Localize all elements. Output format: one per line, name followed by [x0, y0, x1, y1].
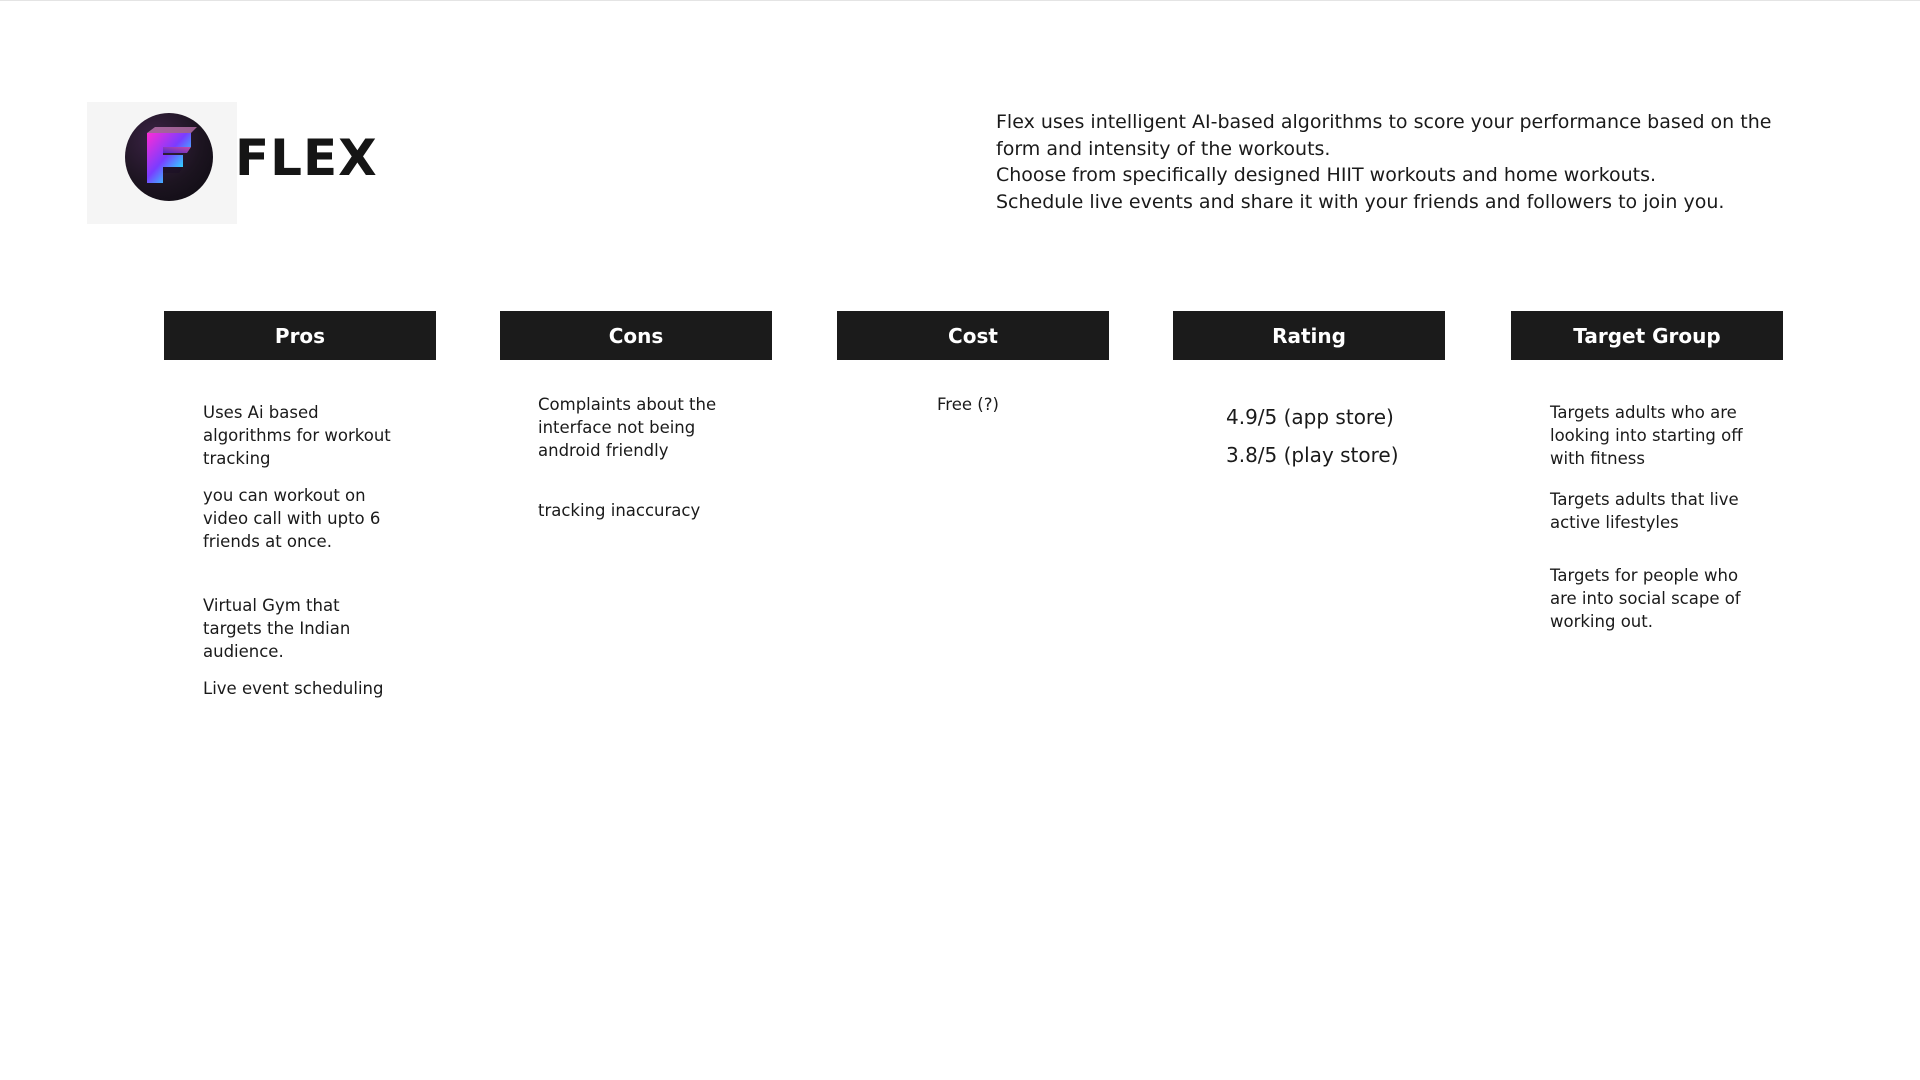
brand-name: FLEX: [235, 129, 378, 187]
pros-column: [164, 311, 436, 698]
pros-header: Pros: [164, 311, 436, 360]
rating-item: 3.8/5 (play store): [1226, 443, 1399, 467]
description-line: Choose from specifically designed HIIT workouts and home workouts.: [996, 164, 1657, 186]
target-group-item: Targets for people who are into social scape of working out.: [1550, 566, 1741, 631]
cons-header: Cons: [500, 311, 772, 360]
rating-header: Rating: [1173, 311, 1445, 360]
target-group-column: [1511, 311, 1783, 631]
target-group-header: Target Group: [1511, 311, 1783, 360]
cons-item: tracking inaccuracy: [538, 501, 701, 520]
cost-item: Free (?): [937, 395, 999, 414]
app-description: [996, 109, 1796, 215]
description-line: Schedule live events and share it with your friends and followers to join you.: [996, 190, 1725, 213]
rating-item: 4.9/5 (app store): [1226, 405, 1394, 429]
flex-f-logo-icon: [125, 113, 213, 201]
cost-column: [837, 311, 1109, 414]
description-line: Flex uses intelligent AI-based algorithms to score your performance based on the form and intensity of the workouts.: [996, 111, 1772, 160]
cons-item: Complaints about the interface not being android friendly: [538, 395, 717, 460]
rating-column: [1173, 311, 1445, 467]
pros-item: Live event scheduling: [203, 679, 384, 698]
target-group-item: Targets adults that live active lifestyles: [1550, 490, 1739, 532]
cons-column: [500, 311, 772, 520]
pros-item: Virtual Gym that targets the Indian audience.: [203, 596, 351, 661]
pros-item: you can workout on video call with upto 6 friends at once.: [203, 486, 381, 551]
cost-header: Cost: [837, 311, 1109, 360]
pros-item: Uses Ai based algorithms for workout tracking: [203, 403, 391, 468]
target-group-item: Targets adults who are looking into starting off with fitness: [1550, 403, 1743, 468]
